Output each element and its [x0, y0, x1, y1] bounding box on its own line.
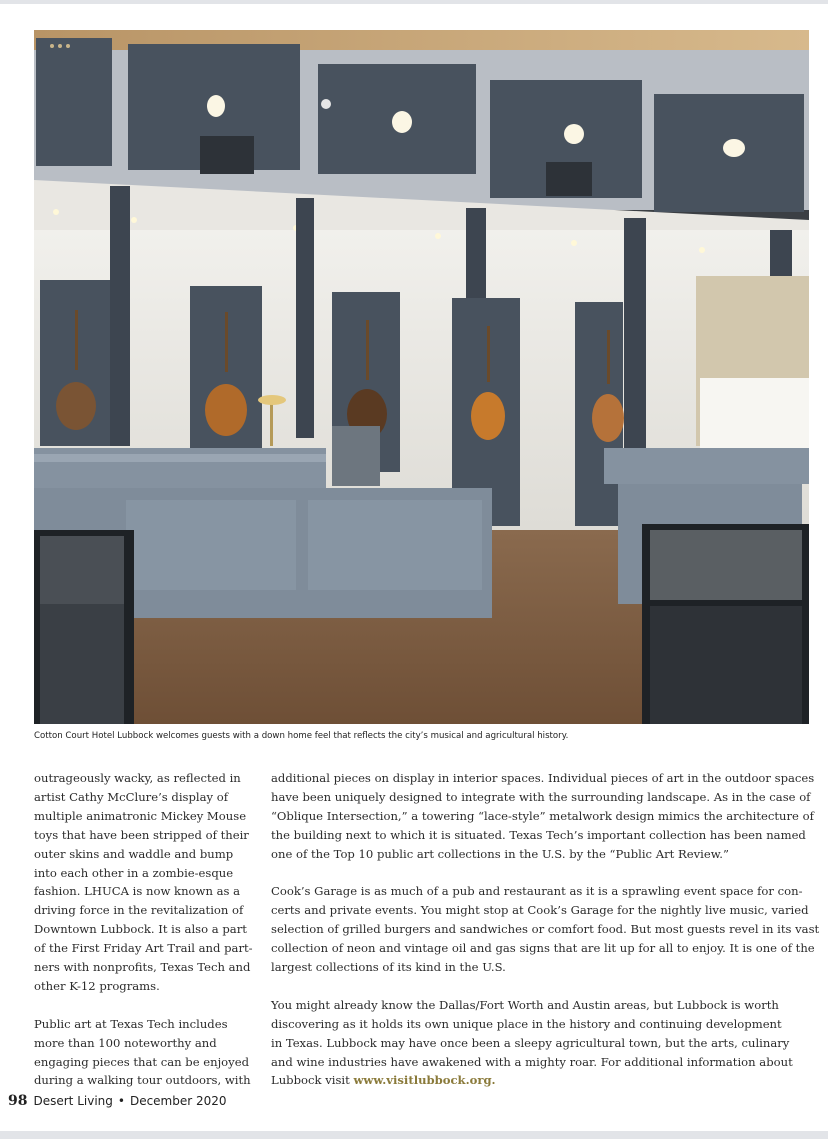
- hotel-lobby-photo: [34, 30, 809, 724]
- text-line: one of the Top 10 public art collections in the U.S. by the “Public Art Review.”: [271, 846, 729, 861]
- text-line: certs and private events. You might stop at Cook’s Garage for the nightly live music, varied: [271, 903, 809, 918]
- left-paragraph-2: [34, 1015, 256, 1091]
- text-line: outer skins and waddle and bump: [34, 846, 234, 861]
- footer-separator: •: [117, 1094, 125, 1108]
- publication-name: Desert Living: [33, 1094, 113, 1108]
- left-paragraph-1: [34, 769, 256, 996]
- text-line: collection of neon and vintage oil and gas signs that are lit up for all to enjoy. It is one of the: [271, 941, 815, 956]
- text-line: more than 100 noteworthy and: [34, 1035, 217, 1050]
- text-line: in Texas. Lubbock may have once been a sleepy agricultural town, but the arts, culinary: [271, 1035, 790, 1050]
- text-line: during a walking tour outdoors, with: [34, 1073, 251, 1088]
- page-footer: [8, 1093, 227, 1109]
- text-line: “Oblique Intersection,” a towering “lace-style” metalwork design mimics the architecture of: [271, 808, 814, 823]
- bottom-border: [0, 1131, 828, 1139]
- text-line: You might already know the Dallas/Fort Worth and Austin areas, but Lubbock is worth: [271, 997, 779, 1012]
- text-line: largest collections of its kind in the U.S.: [271, 960, 506, 975]
- hotel-lobby-illustration: [34, 30, 809, 724]
- text-line: fashion. LHUCA is now known as a: [34, 884, 241, 899]
- right-text-column: [271, 769, 820, 1109]
- top-border: [0, 0, 828, 4]
- text-line: additional pieces on display in interior spaces. Individual pieces of art in the outdoor spaces: [271, 771, 815, 785]
- text-line: and wine industries have awakened with a mighty roar. For additional information about: [271, 1054, 793, 1069]
- text-line: multiple animatronic Mickey Mouse: [34, 808, 247, 823]
- text-line: outrageously wacky, as reflected in: [34, 771, 241, 785]
- text-line: into each other in a zombie-esque: [34, 865, 234, 880]
- photo-caption: Cotton Court Hotel Lubbock welcomes guests with a down home feel that reflects the city’s musical and agricultural history.: [34, 731, 569, 741]
- text-line: Cook’s Garage is as much of a pub and restaurant as it is a sprawling event space for con-: [271, 884, 803, 899]
- text-line: Downtown Lubbock. It is also a part: [34, 922, 247, 937]
- text-line: toys that have been stripped of their: [34, 827, 249, 842]
- text-line: Public art at Texas Tech includes: [34, 1016, 228, 1031]
- text-line: discovering as it holds its own unique place in the history and continuing development: [271, 1016, 782, 1031]
- right-paragraph-2: [271, 882, 820, 977]
- right-paragraph-1: [271, 769, 815, 864]
- text-line: driving force in the revitalization of: [34, 903, 244, 918]
- text-line-last: [271, 1071, 811, 1090]
- text-line: of the First Friday Art Trail and part-: [34, 941, 253, 956]
- text-line: artist Cathy McClure’s display of: [34, 789, 229, 804]
- right-paragraph-3: [271, 996, 811, 1091]
- text-line: ners with nonprofits, Texas Tech and: [34, 960, 251, 975]
- text-line: selection of grilled burgers and sandwiches or comfort food. But most guests revel in its vast: [271, 922, 820, 937]
- visit-lubbock-link[interactable]: www.visitlubbock.org.: [353, 1073, 496, 1088]
- left-text-column: [34, 769, 256, 1109]
- text-line: have been uniquely designed to integrate with the surrounding landscape. As in the case of: [271, 789, 811, 804]
- issue-date: December 2020: [129, 1094, 227, 1108]
- text-line: engaging pieces that can be enjoyed: [34, 1054, 249, 1069]
- last-line-text: Lubbock visit: [271, 1073, 354, 1088]
- text-line: other K-12 programs.: [34, 978, 160, 993]
- text-line: the building next to which it is situated. Texas Tech’s important collection has been named: [271, 827, 806, 842]
- page-number: 98: [8, 1093, 28, 1109]
